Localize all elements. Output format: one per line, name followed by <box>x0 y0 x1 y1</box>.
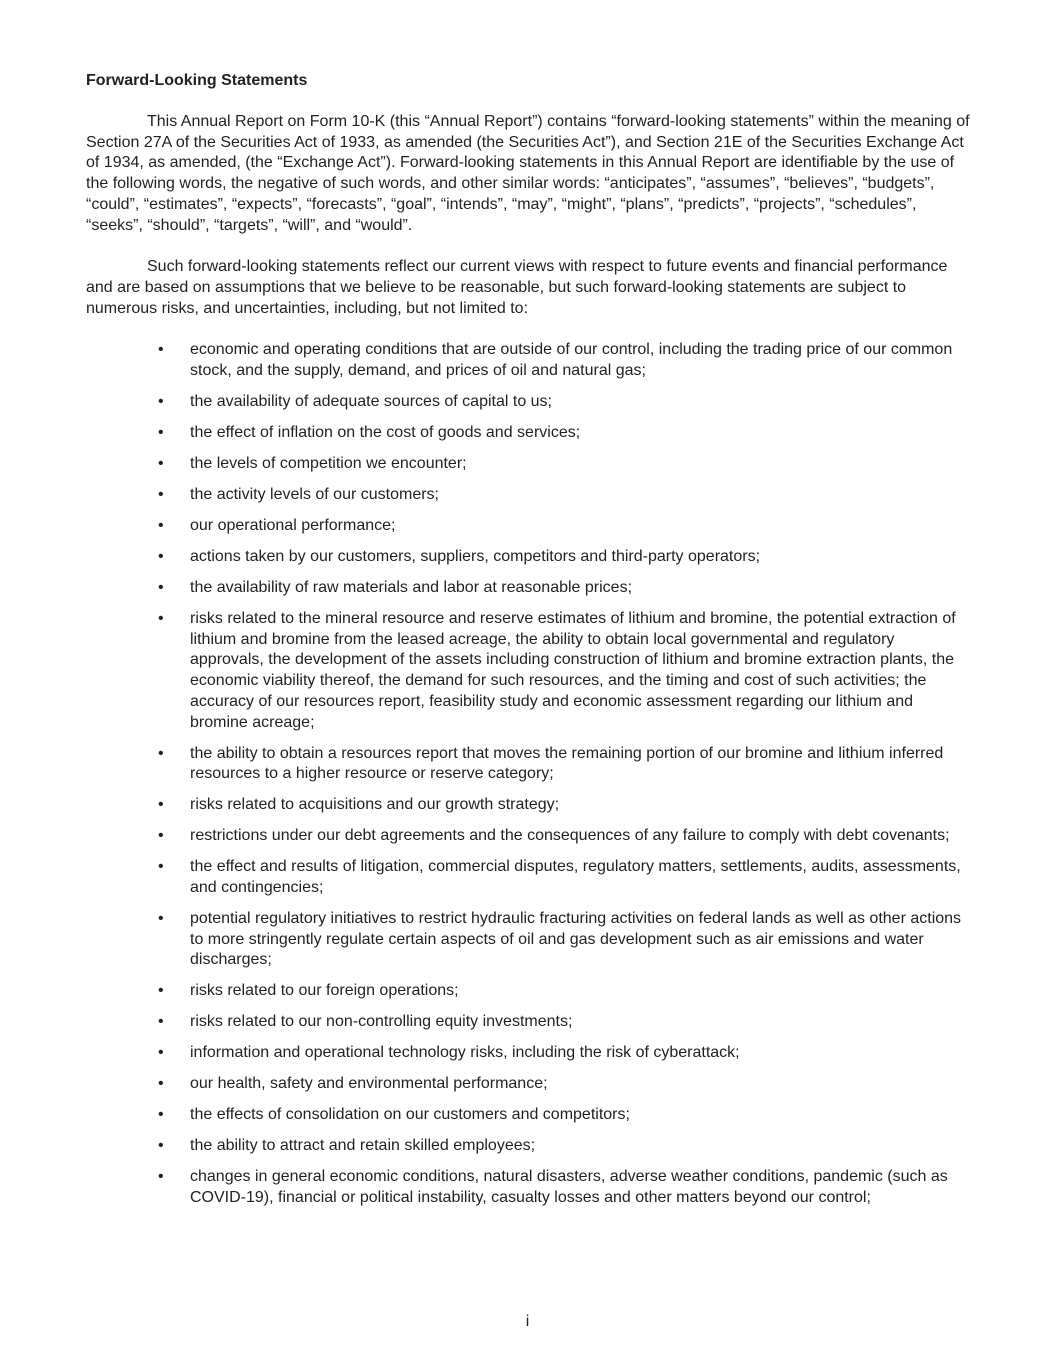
list-item-text: restrictions under our debt agreements and the consequences of any failure to comply with debt covenants; <box>190 827 950 845</box>
list-item <box>86 516 972 537</box>
list-item <box>86 744 972 785</box>
list-item-text: the effect and results of litigation, commercial disputes, regulatory matters, settlements, audits, assessments, and contingencies; <box>190 858 961 896</box>
bullet-icon: • <box>158 1013 164 1031</box>
list-item-text: potential regulatory initiatives to restrict hydraulic fracturing activities on federal lands as well as other actions to more stringently regulate certain aspects of oil and gas development such as air emissions and water discharges; <box>190 909 962 969</box>
list-item-text: the ability to attract and retain skilled employees; <box>190 1137 536 1155</box>
list-item-text: our health, safety and environmental performance; <box>190 1075 548 1093</box>
list-item <box>86 795 972 816</box>
list-item <box>86 578 972 599</box>
bullet-icon: • <box>158 1106 164 1124</box>
list-item <box>86 1012 972 1033</box>
bullet-icon: • <box>158 796 164 814</box>
list-item-text: the effect of inflation on the cost of goods and services; <box>190 424 581 442</box>
list-item <box>86 1043 972 1064</box>
risk-bullet-list <box>86 340 972 1208</box>
bullet-icon: • <box>158 858 164 876</box>
list-item-text: risks related to our non-controlling equity investments; <box>190 1013 573 1031</box>
list-item-text: the effects of consolidation on our customers and competitors; <box>190 1106 630 1124</box>
bullet-icon: • <box>158 455 164 473</box>
list-item <box>86 485 972 506</box>
list-item <box>86 609 972 733</box>
bullet-icon: • <box>158 610 164 628</box>
list-item-text: risks related to our foreign operations; <box>190 982 459 1000</box>
bullet-icon: • <box>158 486 164 504</box>
list-item-text: information and operational technology risks, including the risk of cyberattack; <box>190 1044 740 1062</box>
list-item <box>86 826 972 847</box>
list-item-text: economic and operating conditions that are outside of our control, including the trading price of our common stock, and the supply, demand, and prices of oil and natural gas; <box>190 341 953 380</box>
bullet-icon: • <box>158 1137 164 1155</box>
list-item-text: the activity levels of our customers; <box>190 486 439 504</box>
bullet-icon: • <box>158 1075 164 1093</box>
list-item <box>86 909 972 971</box>
list-item <box>86 981 972 1002</box>
page-number: i <box>525 1313 530 1330</box>
risks-intro-paragraph: Such forward-looking statements reflect our current views with respect to future events and financial performance and are based on assumptions that we believe to be reasonable, but such forward-looking statements are subject to numerous risks, and uncertainties, including, but not limited to: <box>86 258 948 317</box>
bullet-icon: • <box>158 424 164 442</box>
list-item-text: risks related to the mineral resource and reserve estimates of lithium and bromine, the potential extraction of lithium and bromine from the leased acreage, the ability to obtain local governmental and regulatory approvals, the development of the assets including construction of lithium and bromine extraction plants, the economic viability thereof, the demand for such resources, and the timing and cost of such activities; the accuracy of our resources report, feasibility study and economic assessment regarding our lithium and bromine acreage; <box>190 610 956 731</box>
list-item <box>86 547 972 568</box>
bullet-icon: • <box>158 827 164 845</box>
list-item-text: the levels of competition we encounter; <box>190 455 467 473</box>
bullet-icon: • <box>158 982 164 1000</box>
list-item-text: actions taken by our customers, suppliers, competitors and third-party operators; <box>190 548 761 566</box>
list-item <box>86 340 972 381</box>
list-item-text: the availability of adequate sources of capital to us; <box>190 393 552 411</box>
list-item <box>86 1167 972 1208</box>
list-item <box>86 392 972 413</box>
document-page <box>86 70 972 1219</box>
list-item-text: the ability to obtain a resources report that moves the remaining portion of our bromine and lithium inferred resources to a higher resource or reserve category; <box>190 744 944 783</box>
list-item <box>86 454 972 475</box>
list-item-text: the availability of raw materials and labor at reasonable prices; <box>190 579 633 597</box>
bullet-icon: • <box>158 579 164 597</box>
list-item <box>86 857 972 898</box>
list-item-text: changes in general economic conditions, natural disasters, adverse weather conditions, pandemic (such as COVID-19), financial or political instability, casualty losses and other matters beyond our control; <box>190 1168 948 1207</box>
bullet-icon: • <box>158 517 164 535</box>
list-item <box>86 1074 972 1095</box>
bullet-icon: • <box>158 1044 164 1062</box>
intro-paragraph: This Annual Report on Form 10-K (this “Annual Report”) contains “forward-looking statements” within the meaning of Section 27A of the Securities Act of 1933, as amended (the Securities Act”), and Section 21E of the Securities Exchange Act of 1934, as amended, (the “Exchange Act”). Forward-looking statements in this Annual Report are identifiable by the use of the following words, the negative of such words, and other similar words: “anticipates”, “assumes”, “believes”, “budgets”, “could”, “estimates”, “expects”, “forecasts”, “goal”, “intends”, “may”, “might”, “plans”, “predicts”, “projects”, “schedules”, “seeks”, “should”, “targets”, “will”, and “would”. <box>86 113 970 234</box>
list-item <box>86 1105 972 1126</box>
bullet-icon: • <box>158 341 164 359</box>
list-item-text: our operational performance; <box>190 517 396 535</box>
list-item <box>86 1136 972 1157</box>
list-item-text: risks related to acquisitions and our growth strategy; <box>190 796 560 814</box>
bullet-icon: • <box>158 548 164 566</box>
bullet-icon: • <box>158 909 164 927</box>
bullet-icon: • <box>158 1168 164 1186</box>
section-heading: Forward-Looking Statements <box>86 72 308 89</box>
bullet-icon: • <box>158 744 164 762</box>
bullet-icon: • <box>158 393 164 411</box>
list-item <box>86 423 972 444</box>
